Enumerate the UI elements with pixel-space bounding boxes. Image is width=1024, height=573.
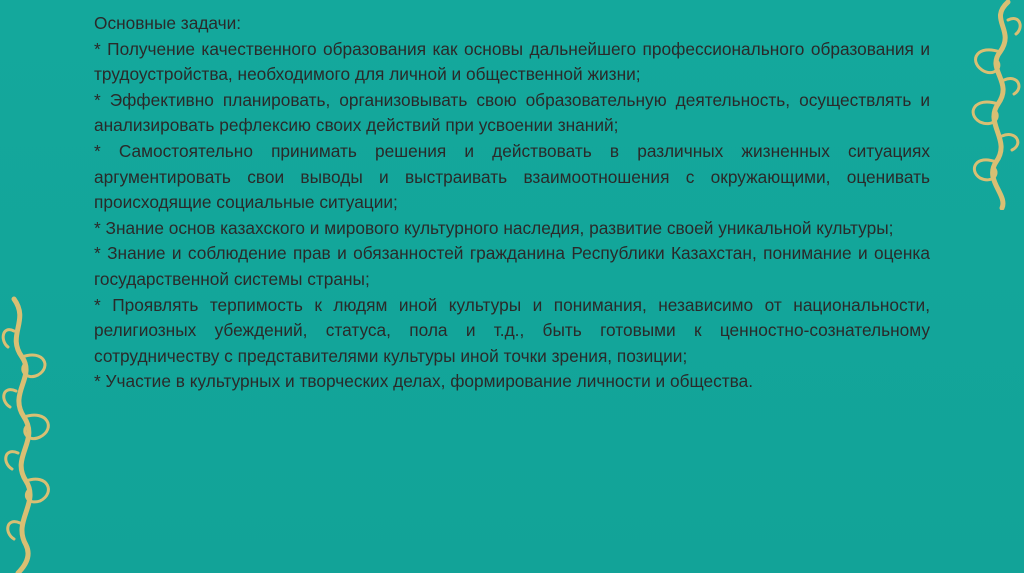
ornament-right-icon bbox=[938, 0, 1024, 210]
tasks-text-block bbox=[94, 11, 930, 395]
task-item-6: * Проявлять терпимость к людям иной культуры и понимания, независимо от национальности, религиозных убеждений, статуса, пола и т.д., быть готовыми к ценностно-сознательному сотрудничеству с представителями культуры иной точки зрения, позиции; bbox=[94, 294, 930, 366]
ornament-left-icon bbox=[0, 295, 80, 573]
task-item-4: * Знание основ казахского и мирового культурного наследия, развитие своей уникальной культуры; bbox=[94, 217, 894, 238]
task-item-5: * Знание и соблюдение прав и обязанностей гражданина Республики Казахстан, понимание и оценка государственной системы страны; bbox=[94, 243, 930, 289]
task-item-3: * Самостоятельно принимать решения и действовать в различных жизненных ситуациях аргументировать свои выводы и выстраивать взаимоотношения с окружающими, оценивать происходящие социальные ситуации; bbox=[94, 140, 930, 213]
task-item-1: * Получение качественного образования как основы дальнейшего профессионального образования и трудоустройства, необходимого для личной и общественной жизни; bbox=[94, 38, 930, 85]
task-item-7: * Участие в культурных и творческих делах, формирование личности и общества. bbox=[94, 371, 754, 392]
tasks-heading: Основные задачи: bbox=[94, 13, 242, 33]
task-item-2: * Эффективно планировать, организовывать свою образовательную деятельность, осуществлять и анализировать рефлексию своих действий при усвоении знаний; bbox=[94, 89, 930, 136]
